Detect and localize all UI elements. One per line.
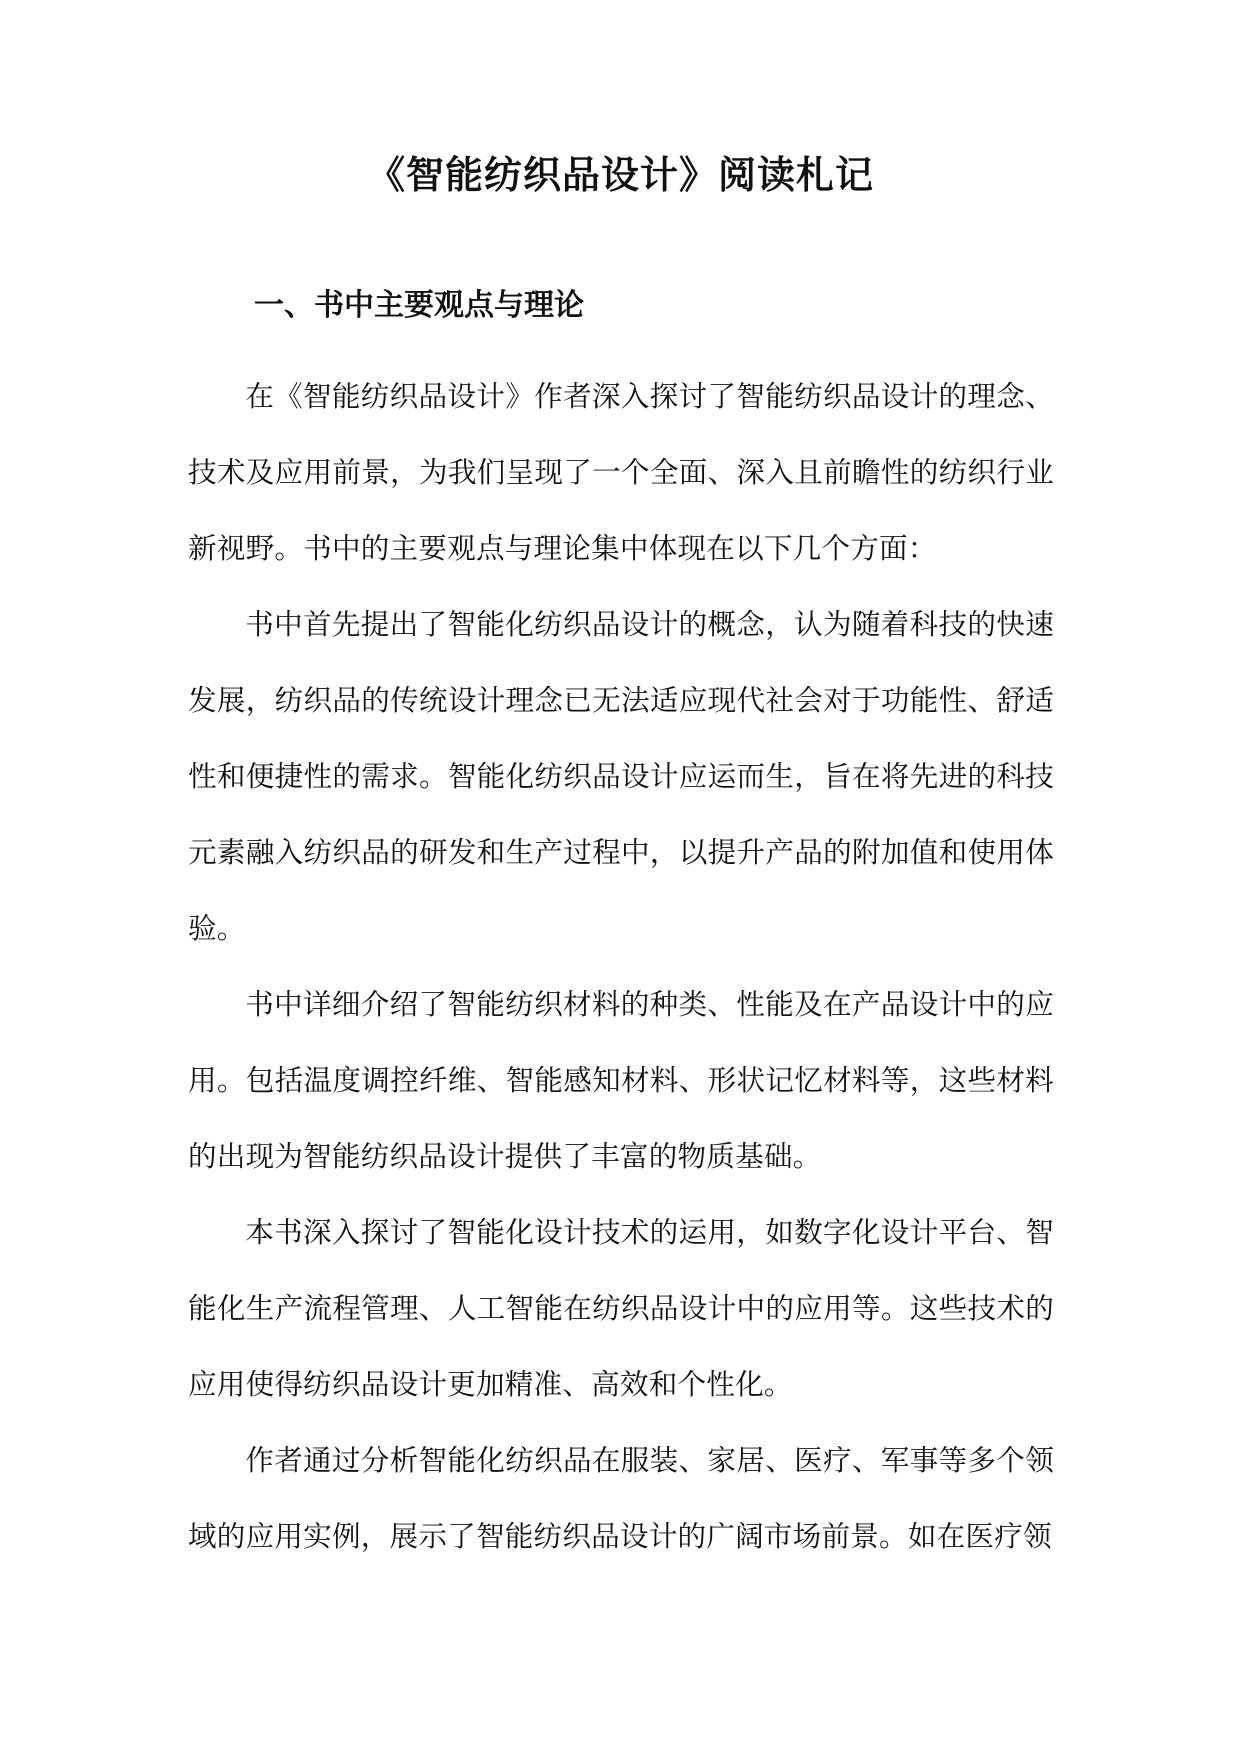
paragraph: 在《智能纺织品设计》作者深入探讨了智能纺织品设计的理念、技术及应用前景，为我们呈现了一个全面、深入且前瞻性的纺织行业新视野。书中的主要观点与理论集中体现在以下几个方面： [188, 379, 1054, 565]
paragraph: 本书深入探讨了智能化设计技术的运用，如数字化设计平台、智能化生产流程管理、人工智能在纺织品设计中的应用等。这些技术的应用使得纺织品设计更加精准、高效和个性化。 [188, 1215, 1054, 1401]
paragraph: 书中详细介绍了智能纺织材料的种类、性能及在产品设计中的应用。包括温度调控纤维、智能感知材料、形状记忆材料等，这些材料的出现为智能纺织品设计提供了丰富的物质基础。 [188, 987, 1054, 1173]
document-title: 《智能纺织品设计》阅读札记 [366, 153, 874, 197]
section-body [188, 358, 1054, 1574]
paragraph: 书中首先提出了智能化纺织品设计的概念，认为随着科技的快速发展，纺织品的传统设计理念已无法适应现代社会对于功能性、舒适性和便捷性的需求。智能化纺织品设计应运而生，旨在将先进的科技元素融入纺织品的研发和生产过程中，以提升产品的附加值和使用体验。 [188, 607, 1054, 945]
section-heading: 一、书中主要观点与理论 [254, 288, 584, 323]
paragraph: 作者通过分析智能化纺织品在服装、家居、医疗、军事等多个领域的应用实例，展示了智能纺织品设计的广阔市场前景。如在医疗领 [188, 1443, 1054, 1553]
